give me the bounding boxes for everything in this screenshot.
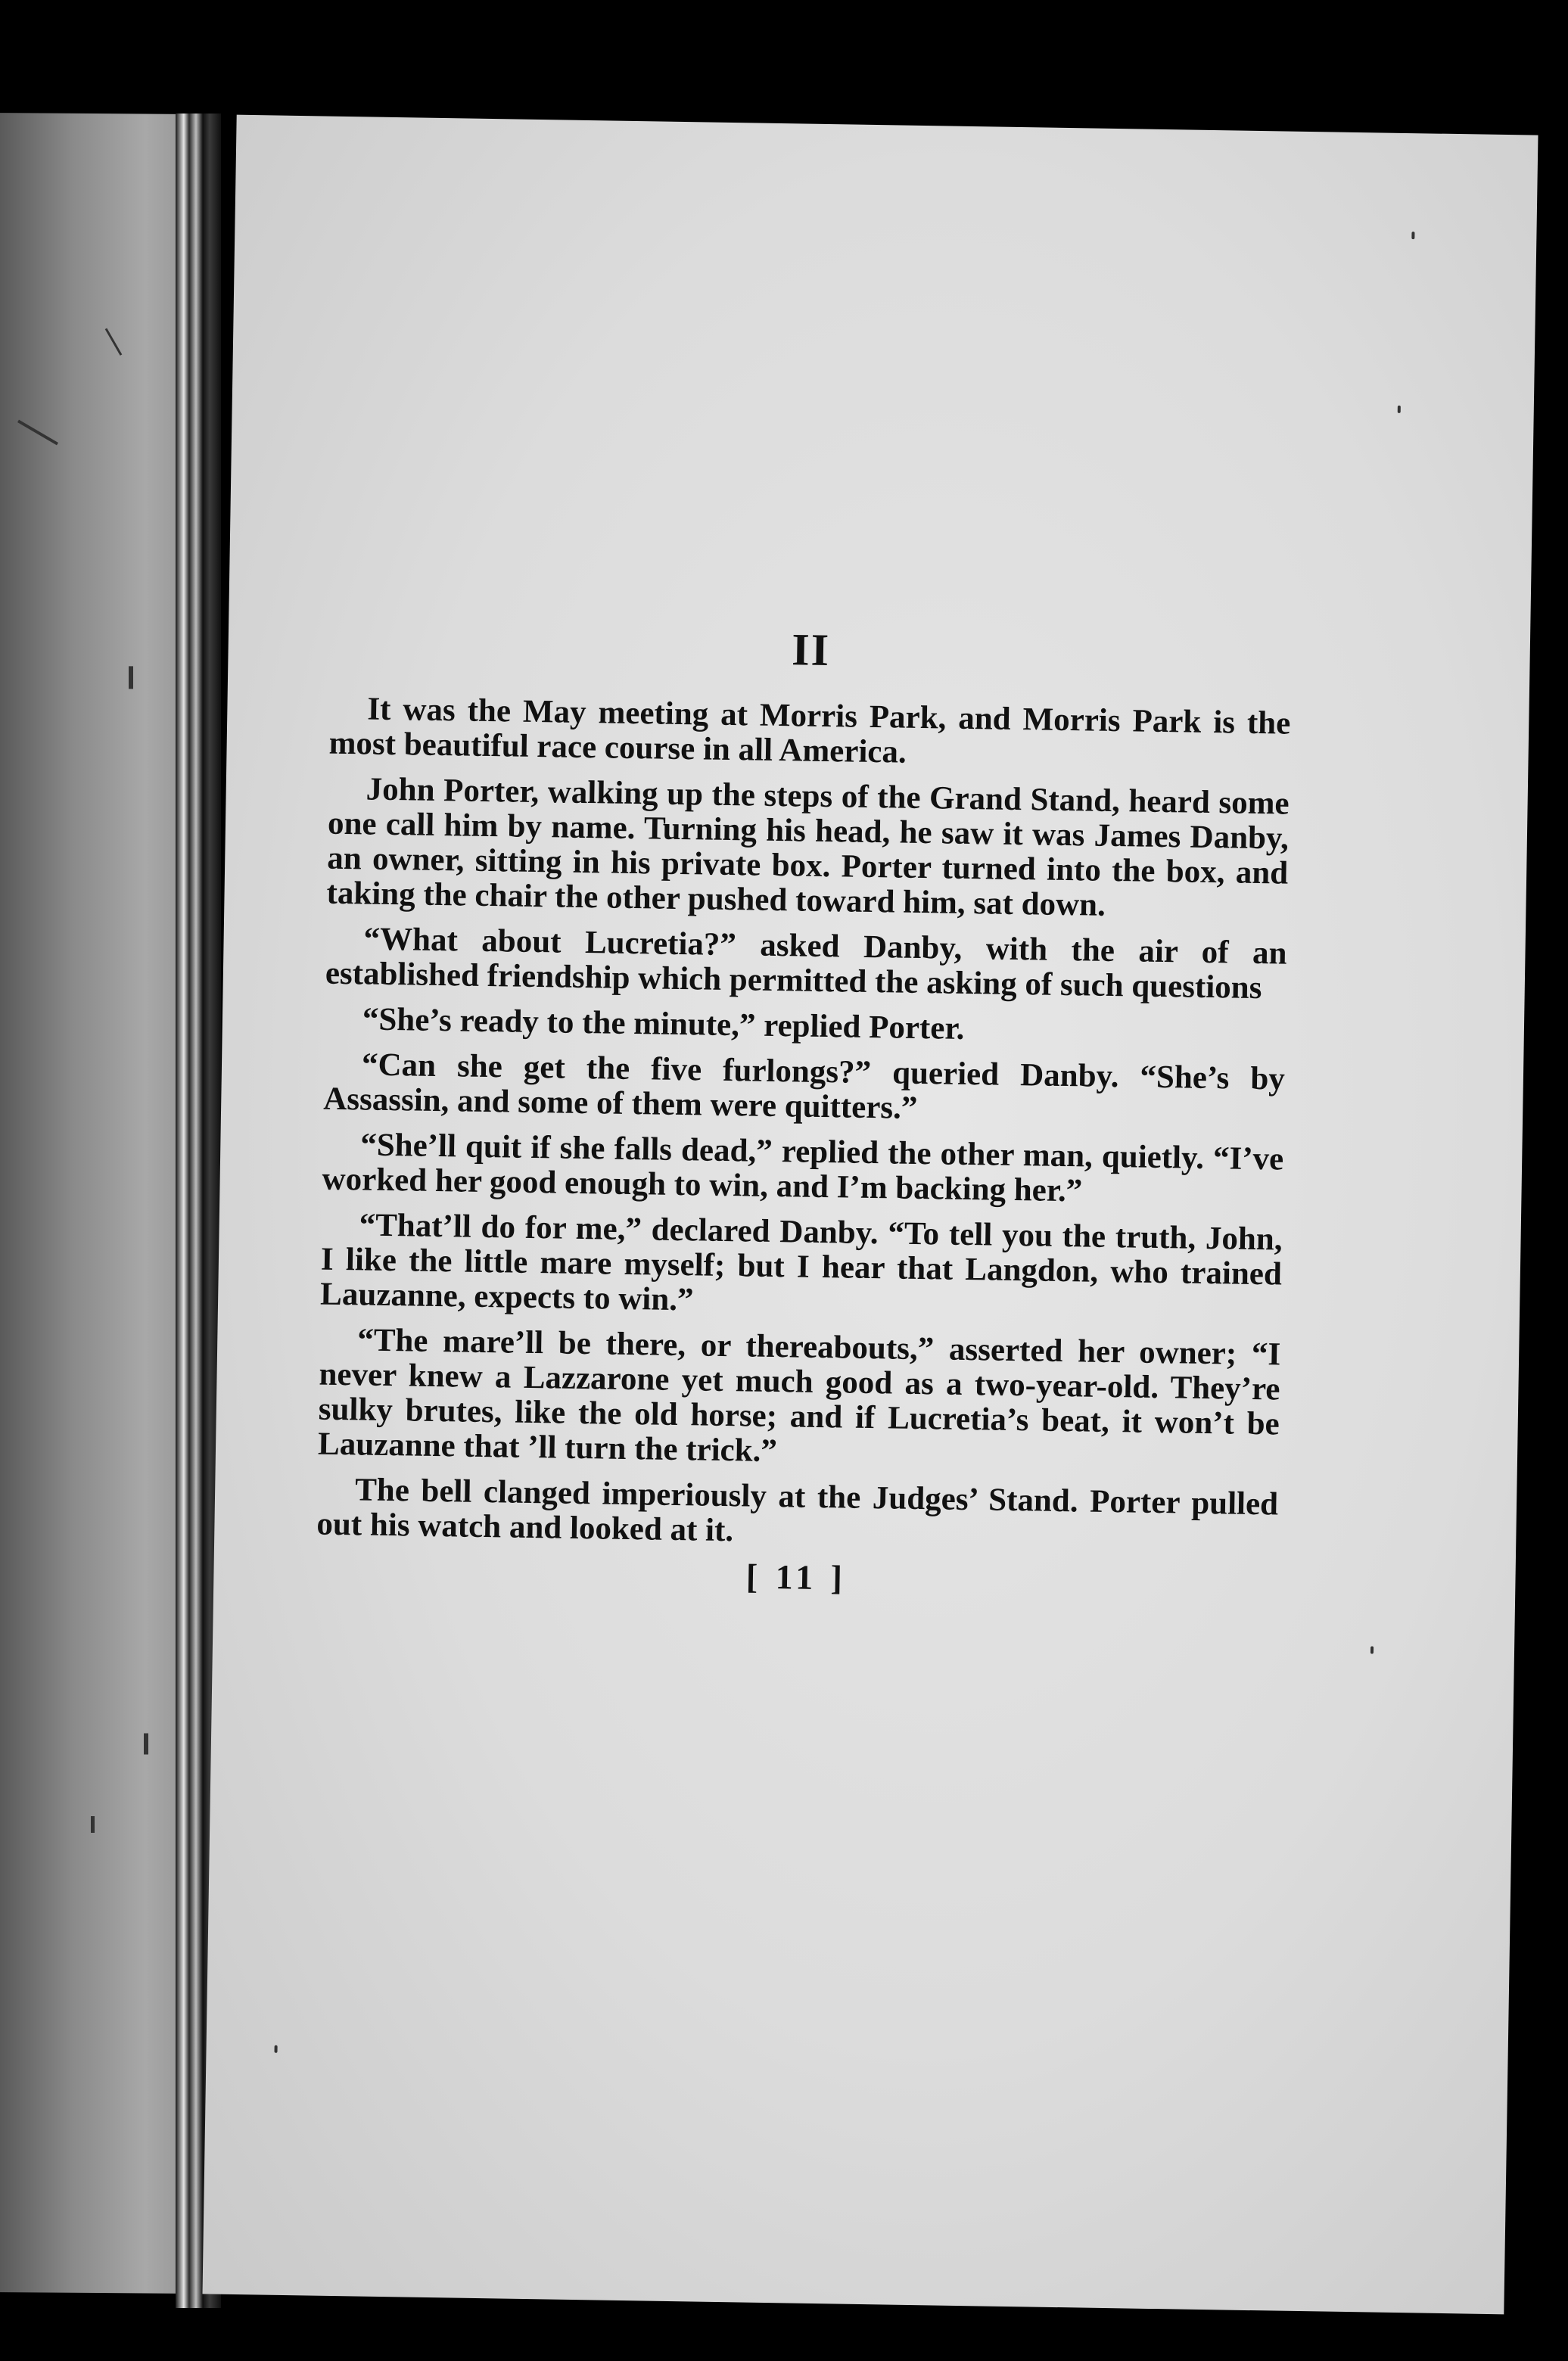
scan-mark <box>17 420 58 446</box>
paragraph: John Porter, walking up the steps of the Grand Stand, heard some one call him by name. Turning his head, he saw it was James Danby, an owner, sitting in his private box. Porter turned into the box, and taking the chair the other pushed toward him, sat down. <box>326 771 1290 923</box>
scan-mark <box>144 1733 148 1754</box>
book-page <box>202 115 1538 2315</box>
scan-mark <box>91 1816 95 1833</box>
paragraph: “She’ll quit if she falls dead,” replied the other man, quietly. “I’ve worked her good enough to win, and I’m backing her.” <box>322 1127 1284 1209</box>
scan-speck <box>1411 232 1414 239</box>
paragraph: It was the May meeting at Morris Park, and Morris Park is the most beautiful race course in all America. <box>328 691 1291 770</box>
paragraph: “The mare’ll be there, or thereabouts,” asserted her owner; “I never knew a Lazzarone yet much good as a two-year-old. They’re sulky brutes, like the old horse; and if Lucretia’s beat, it won’t be Lauzanne that ’ll turn the trick.” <box>317 1322 1281 1470</box>
previous-page-edge <box>0 113 182 2294</box>
scan-mark <box>129 666 133 689</box>
paragraph: The bell clanged imperiously at the Judges’ Stand. Porter pulled out his watch and looked at it. <box>316 1472 1279 1549</box>
paragraph: “She’s ready to the minute,” replied Porter. <box>362 1001 965 1047</box>
page-number: [ 11 ] <box>745 1557 848 1597</box>
paragraph: “Can she get the five furlongs?” queried Danby. “She’s by Assassin, and some of them were quitters.” <box>322 1047 1286 1126</box>
chapter-heading: II <box>791 624 831 676</box>
scan-speck <box>1398 406 1401 413</box>
text-block <box>316 616 1292 1603</box>
scan-mark <box>105 328 123 356</box>
scan-speck <box>1370 1646 1374 1653</box>
scan-speck <box>275 2045 278 2053</box>
paragraph: “That’ll do for me,” declared Danby. “To tell you the truth, John, I like the little mare myself; but I hear that Langdon, who trained Lauzanne, expects to win.” <box>319 1207 1283 1318</box>
paragraph: “What about Lucretia?” asked Danby, with the air of an established friendship which permitted the asking of such questions <box>325 921 1287 1006</box>
